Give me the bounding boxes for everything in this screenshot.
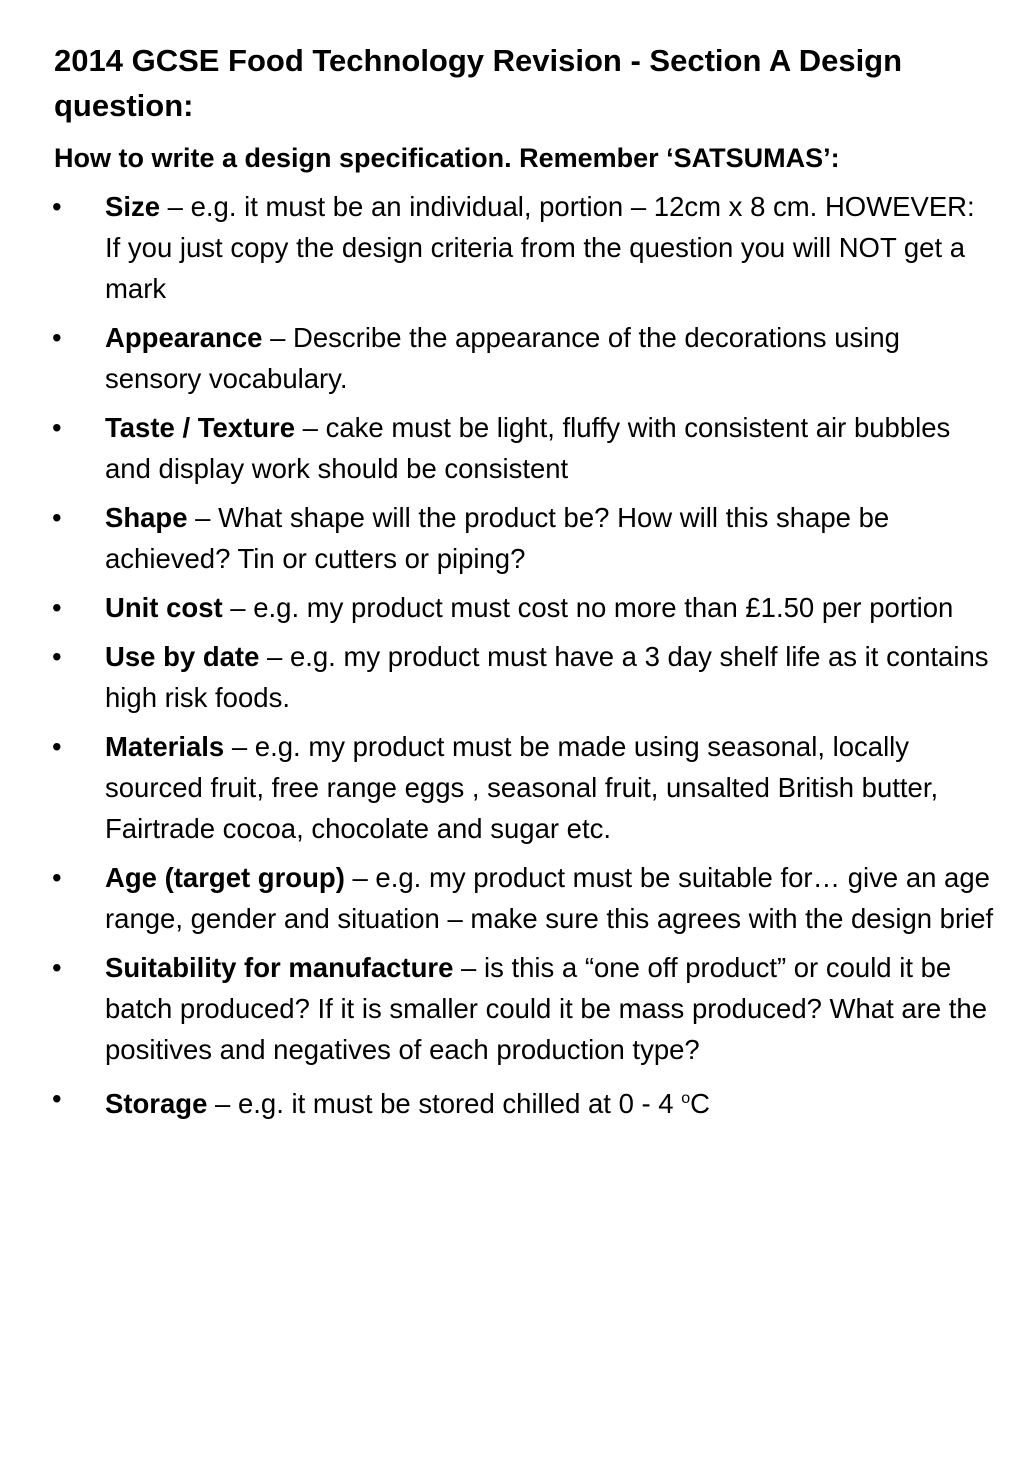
item-text: – Describe the appearance of the decorations using sensory vocabulary. — [105, 322, 900, 394]
bullet-icon: • — [52, 641, 62, 672]
item-term: Storage — [105, 1088, 208, 1119]
list-item-taste-texture — [0, 407, 1024, 489]
item-text: – e.g. my product must be suitable for… give an age range, gender and situation – make sure this agrees with the design brief — [105, 862, 994, 934]
bullet-icon: • — [52, 862, 62, 893]
list-item-use-by-date — [0, 636, 1024, 718]
bullet-icon: • — [52, 412, 62, 443]
item-term: Shape — [105, 502, 188, 533]
item-term: Taste / Texture — [105, 412, 296, 443]
item-term: Age (target group) — [105, 862, 345, 893]
temperature-unit: C — [690, 1088, 711, 1119]
bullet-icon: • — [52, 502, 62, 533]
list-item-unit-cost — [0, 587, 1024, 628]
item-text: – What shape will the product be? How will this shape be achieved? Tin or cutters or piping? — [105, 502, 890, 574]
bullet-icon: • — [52, 1083, 62, 1114]
bullet-icon: • — [52, 952, 62, 983]
list-item-appearance — [0, 317, 1024, 399]
item-term: Unit cost — [105, 592, 223, 623]
list-item-storage — [0, 1078, 1024, 1124]
item-term: Use by date — [105, 641, 260, 672]
item-term: Materials — [105, 731, 225, 762]
bullet-icon: • — [52, 191, 62, 222]
item-text: – e.g. my product must be made using seasonal, locally sourced fruit, free range eggs , seasonal fruit, unsalted British butter, Fairtrade cocoa, chocolate and sugar etc. — [105, 731, 939, 844]
item-text: – e.g. it must be an individual, portion – 12cm x 8 cm. HOWEVER: If you just copy the design criteria from the question you will NOT get a mark — [105, 191, 975, 304]
list-item-materials — [0, 726, 1024, 849]
degree-superscript: o — [681, 1090, 691, 1107]
item-term: Appearance — [105, 322, 263, 353]
item-term: Suitability for manufacture — [105, 952, 454, 983]
list-item-suitability-for-manufacture — [0, 947, 1024, 1070]
item-text: – e.g. my product must have a 3 day shelf life as it contains high risk foods. — [105, 641, 989, 713]
item-text: – is this a “one off product” or could it be batch produced? If it is smaller could it be mass produced? What are the positives and negatives of each production type? — [105, 952, 987, 1065]
list-item-size — [0, 186, 1024, 309]
list-item-shape — [0, 497, 1024, 579]
specification-list — [0, 186, 1024, 1132]
item-term: Size — [105, 191, 161, 222]
bullet-icon: • — [52, 592, 62, 623]
item-text: – e.g. my product must cost no more than £1.50 per portion — [222, 592, 954, 623]
item-text: – e.g. it must be stored chilled at 0 - 4 — [207, 1088, 682, 1119]
item-text: – cake must be light, fluffy with consistent air bubbles and display work should be consistent — [105, 412, 951, 484]
bullet-icon: • — [52, 731, 62, 762]
page-subtitle: How to write a design specification. Remember ‘SATSUMAS’: — [54, 143, 840, 173]
page-title: 2014 GCSE Food Technology Revision - Section A Design question: — [54, 43, 903, 123]
list-item-age-target-group — [0, 857, 1024, 939]
bullet-icon: • — [52, 322, 62, 353]
